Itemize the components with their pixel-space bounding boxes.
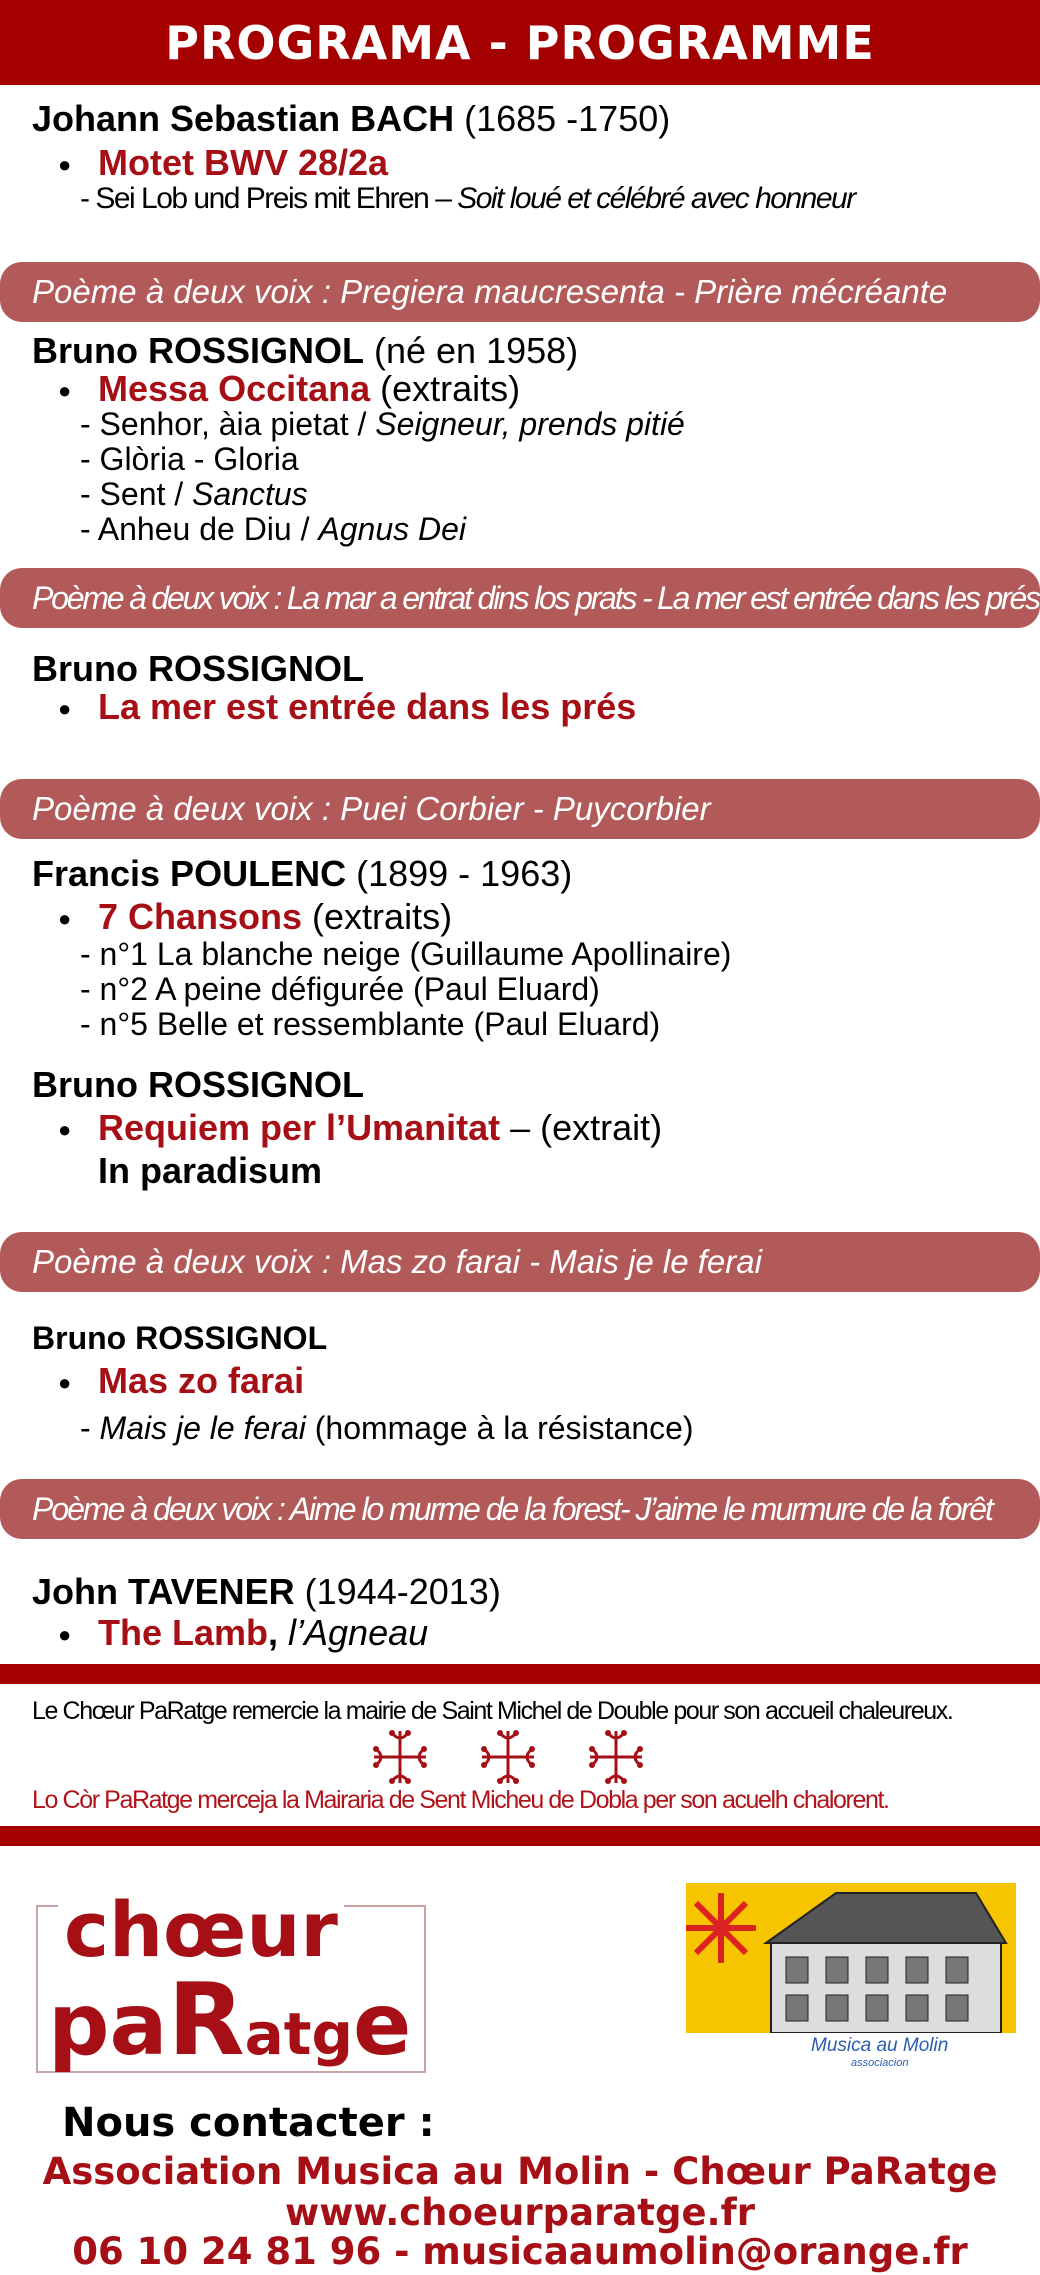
musica-logo-name: Musica au Molin <box>811 2035 949 2056</box>
composer-rossignol: Bruno ROSSIGNOL <box>32 1064 364 1105</box>
poeme-bar-4: Poème à deux voix : Mas zo farai - Mais je le ferai <box>0 1232 1040 1292</box>
work-line: - n°1 La blanche neige (Guillaume Apollinaire) <box>80 936 732 972</box>
work-requiem: ● Requiem per l’Umanitat – (extrait) <box>58 1107 663 1148</box>
work-poulenc: ● 7 Chansons (extraits) <box>58 896 453 937</box>
contact-phone-email[interactable]: 06 10 24 81 96 - musicaaumolin@orange.fr <box>72 2230 968 2273</box>
work-mas: ● Mas zo farai <box>58 1360 305 1401</box>
contact-heading: Nous contacter : <box>62 2100 435 2146</box>
logo-text-line1: chœur <box>58 1885 344 1974</box>
occitan-cross-icon <box>478 1727 538 1787</box>
divider-band <box>0 1826 1040 1846</box>
composer-rossignol: Bruno ROSSIGNOL <box>32 1320 328 1356</box>
work-subtitle: In paradisum <box>98 1150 323 1191</box>
composer-rossignol: Bruno ROSSIGNOL (né en 1958) <box>32 330 579 371</box>
work-tavener: ● The Lamb, l’Agneau <box>58 1612 429 1653</box>
composer-poulenc: Francis POULENC (1899 - 1963) <box>32 853 573 894</box>
musica-logo-sub: associacion <box>851 2057 909 2069</box>
poeme-bar-2: Poème à deux voix : La mar a entrat dins los prats - La mer est entrée dans les prés <box>0 568 1040 628</box>
occitan-cross-icon <box>370 1727 430 1787</box>
work-line: - n°5 Belle et ressemblante (Paul Eluard) <box>80 1006 661 1042</box>
contact-association: Association Musica au Molin - Chœur PaRatge <box>42 2150 998 2193</box>
work-line: - Senhor, àia pietat / Seigneur, prends pitié <box>80 406 685 442</box>
thanks-occitan: Lo Còr PaRatge merceja la Mairaria de Sent Micheu de Dobla per son acuelh chalorent. <box>32 1786 889 1814</box>
logo-text-line2: paRatge <box>48 1961 412 2078</box>
composer-bach: Johann Sebastian BACH (1685 -1750) <box>32 98 671 139</box>
choeur-paratge-logo <box>36 1885 426 2078</box>
poeme-bar-5: Poème à deux voix : Aime lo murme de la forest- J’aime le murmure de la forêt <box>0 1479 1040 1539</box>
work-line: - Sent / Sanctus <box>80 476 308 512</box>
thanks-french: Le Chœur PaRatge remercie la mairie de Saint Michel de Double pour son accueil chaleureux. <box>32 1697 953 1725</box>
work-line: - Anheu de Diu / Agnus Dei <box>80 511 467 547</box>
work-mer: ● La mer est entrée dans les prés <box>58 686 637 727</box>
page-title: PROGRAMA - PROGRAMME <box>165 15 875 70</box>
work-messa: ● Messa Occitana (extraits) <box>58 368 521 409</box>
poeme-bar-3: Poème à deux voix : Puei Corbier - Puycorbier <box>0 779 1040 839</box>
occitan-cross-icon <box>586 1727 646 1787</box>
musica-au-molin-logo <box>686 1883 1016 2071</box>
divider-band <box>0 1664 1040 1684</box>
work-line: - Mais je le ferai (hommage à la résistance) <box>80 1410 694 1446</box>
work-bach: ● Motet BWV 28/2a <box>58 142 389 183</box>
work-line: - Glòria - Gloria <box>80 441 299 477</box>
contact-website[interactable]: www.choeurparatge.fr <box>285 2191 755 2234</box>
poeme-bar-1: Poème à deux voix : Pregiera maucresenta - Prière mécréante <box>0 262 1040 322</box>
composer-rossignol: Bruno ROSSIGNOL <box>32 648 364 689</box>
composer-tavener: John TAVENER (1944-2013) <box>32 1571 501 1612</box>
work-line: - n°2 A peine défigurée (Paul Eluard) <box>80 971 600 1007</box>
work-line: - Sei Lob und Preis mit Ehren – Soit loué et célébré avec honneur <box>80 182 855 215</box>
page-title-banner <box>0 0 1040 85</box>
